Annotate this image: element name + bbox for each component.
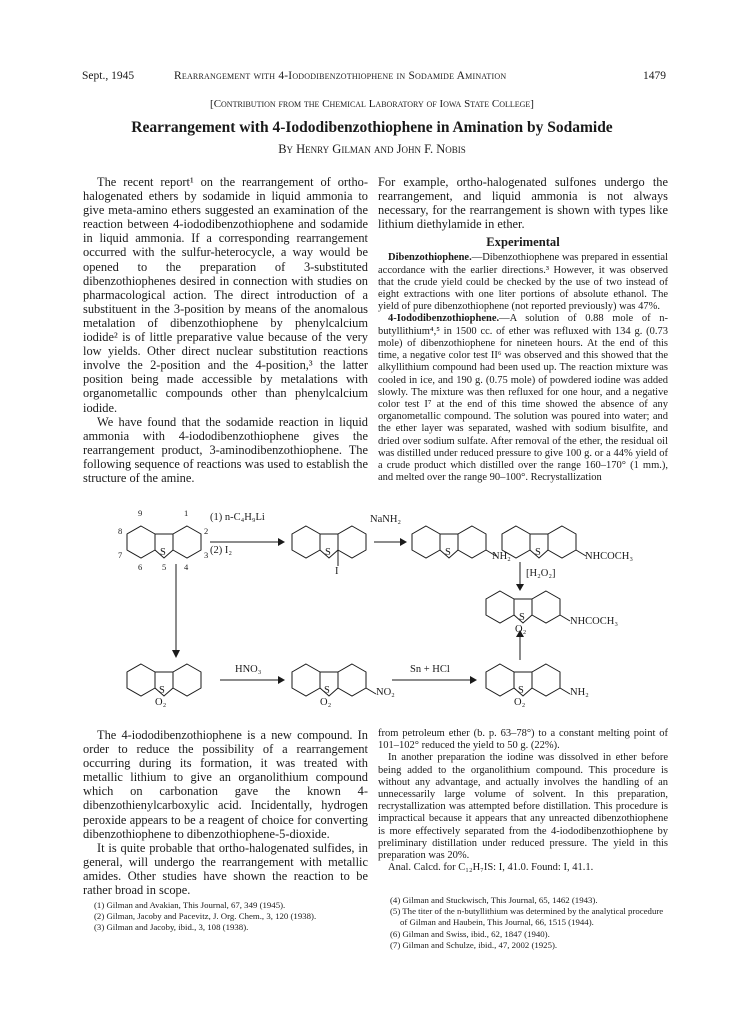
dibenzothiophene-title: Dibenzothiophene. (388, 252, 472, 264)
reagent-peroxide: [H₂O₂] (526, 568, 556, 579)
footnote: (6) Gilman and Swiss, ibid., 62, 1847 (1940). (390, 928, 550, 939)
article-authors: By Henry Gilman and John F. Nobis (278, 142, 466, 156)
label-s-g: S (324, 685, 330, 696)
position-8: 8 (118, 526, 123, 536)
scheme-drawing (80, 500, 670, 718)
position-6: 6 (138, 562, 143, 572)
intro-paragraph-2: We have found that the sodamide reaction in liquid ammonia with 4-iododibenzothiophene gives the rearrangement product, 3-aminodibenzothiophene. The following sequence of reactions was used to establish the structure of the amine. (83, 414, 368, 485)
running-head (82, 70, 666, 86)
footnote: (2) Gilman, Jacoby and Pacevitz, J. Org. Chem., 3, 120 (1938). (94, 911, 317, 922)
analysis-line: Anal. Calcd. for C₁₂H₇IS: I, 41.0. Found: I, 41.1. (388, 862, 594, 874)
label-o2-h: O₂ (514, 697, 526, 708)
position-7: 7 (118, 550, 123, 560)
body-paragraph-2: It is quite probable that ortho-halogenated sulfides, in general, will undergo the rearrangement with metallic amides. Other studies have shown the reaction to be rather broad in scope. (83, 840, 368, 898)
label-acetamide-2: NHCOCH₃ (570, 616, 618, 627)
label-s-h: S (518, 685, 524, 696)
label-s-a: S (160, 547, 166, 558)
label-amine: NH₂ (492, 551, 511, 562)
reagent-sodamide: NaNH₂ (370, 514, 402, 525)
acetamido-sulfone-structure (486, 591, 570, 623)
reagent-nitric-acid: HNO₃ (235, 664, 262, 675)
label-s-d: S (535, 547, 541, 558)
body-left-column (83, 728, 368, 897)
header-date: Sept., 1945 (82, 70, 135, 82)
intro-paragraph-3: For example, ortho-halogenated sulfones undergo the rearrangement, and liquid ammonia is not always necessary, for the rearrangement is shown with types like lithium diethylamide in ether. (378, 175, 668, 232)
label-nitro: NO₂ (376, 687, 395, 698)
acetamidodibenzothiophene-structure (502, 526, 586, 558)
article-title: Rearrangement with 4-Iododibenzothiophene in Amination by Sodamide (131, 119, 613, 136)
intro-left-column (83, 175, 368, 485)
iodo-text: —A solution of 0.88 mole of n-butyllithium⁴,⁵ in 1500 cc. of ether was refluxed with 134 g. (0.73 mole) of dibenzothiophene for nineteen hours. At the end of this time, a negative color test II⁶ was observed and this showed that the alkyllithium compound had been used up. The reaction mixture was cooled in ice, and 190 g. (0.75 mole) of powdered iodine was added slowly. The mixture was then refluxed for one hour, and a negative color test I⁷ at the end of this time showed the absence of any organometallic compound. The solution was poured into water; and the ether layer was separated, washed with sodium bisulfite, and dried over sodium sulfate. After removal of the ether, the residual oil was distilled under reduced pressure to give 100 g. or a 44% yield of a crude product which distilled over the range 160–170° (1 mm.), and melted over the range 90–100°. Recrystallization (378, 313, 668, 484)
experimental-text (378, 252, 668, 484)
header-running-title: Rearrangement with 4-Iododibenzothiophene in Sodamide Amination (174, 70, 507, 82)
position-2: 2 (204, 526, 209, 536)
dibenzothiophene-paragraph (378, 252, 668, 313)
body-right-column (378, 728, 668, 874)
footnotes-right (390, 895, 670, 951)
label-s-e: S (519, 612, 525, 623)
reaction-scheme (80, 500, 670, 718)
label-iodo: I (335, 566, 339, 577)
position-4: 4 (184, 562, 189, 572)
label-amine-2: NH₂ (570, 687, 589, 698)
label-s-b: S (325, 547, 331, 558)
nitro-sulfone-structure (292, 664, 376, 696)
label-o2-g: O₂ (320, 697, 332, 708)
iododibenzothiophene-structure (292, 526, 366, 566)
label-s-c: S (445, 547, 451, 558)
another-preparation-paragraph: In another preparation the iodine was dissolved in ether before being added to the organolithium compound. This procedure is without any advantage, and actually involves the handling of an unnecessarily large volume of solvent. In this preparation, recrystallization was attempted before distillation. This procedure is impractical because it appears that any unreacted dibenzothiophene is more effectively separated from the 4-iododibenzothiophene by preliminary distillation under reduced pressure. The yield in this preparation was 20%. (378, 752, 668, 862)
experimental-heading: Experimental (486, 235, 560, 250)
footnote: (5) The titer of the n-butyllithium was determined by the analytical procedure of Gilman and Haubein, This Journal, 66, 1515 (1944). (390, 906, 664, 928)
intro-paragraph-1: The recent report¹ on the rearrangement of ortho-halogenated ethers by sodamide in liquid ammonia to give meta-amino ethers suggested an examination of the reaction between 4-iododibenzothiophene and sodamide in liquid ammonia. If a corresponding rearrangement occurred with the sulfur-heterocycle, a way would be opened to the preparation of 3-substituted dibenzothiophenes desired in connection with studies on pharmacological action. The direct introduction of a substituent in the 3-position by means of the anomalous metalation of dibenzothiophene by phenylcalcium iodide² is of little preparative value because of the very low yields. Other direct nuclear substitution reactions involve the 2-position and the 4-position,³ the latter position being made accessible by metalations with organometallic compounds other than phenylcalcium iodide. (83, 175, 368, 415)
footnote: (1) Gilman and Avakian, This Journal, 67, 349 (1945). (94, 900, 286, 910)
amino-sulfone-structure (486, 664, 570, 696)
reagent-iodine: (2) I₂ (210, 545, 233, 556)
position-9: 9 (138, 508, 143, 518)
position-3: 3 (204, 550, 209, 560)
label-o2-f: O₂ (155, 697, 167, 708)
footnote: (3) Gilman and Jacoby, ibid., 3, 108 (1938). (94, 922, 249, 933)
contribution-line: [Contribution from the Chemical Laboratory of Iowa State College] (210, 98, 534, 110)
footnotes-left (94, 900, 364, 934)
aminodibenzothiophene-structure (412, 526, 496, 558)
reagent-tin-hcl: Sn + HCl (410, 664, 450, 675)
body-paragraph-1: The 4-iododibenzothiophene is a new compound. In order to reduce the possibility of a rearrangement occurring during its formation, it was treated with metallic lithium to give an organolithium compound which on carbonation gave the known 4-dibenzothienylcarboxylic acid. Incidentally, hydrogen peroxide appears to be a reagent of choice for converting dibenzothiophene to dibenzothiophene-5-dioxide. (83, 728, 368, 841)
intro-right-column (378, 175, 668, 484)
position-1: 1 (184, 508, 189, 518)
footnote: (4) Gilman and Stuckwisch, This Journal, 65, 1462 (1943). (390, 895, 598, 905)
label-o2-e: O₂ (515, 624, 527, 635)
position-5: 5 (162, 562, 167, 572)
iodo-paragraph (378, 313, 668, 484)
dibenzothiophene-text: —Dibenzothiophene was prepared in essential accordance with the earlier directions.³ However, it was observed that the crude yield could be checked by the use of two instead of eight extractions with one liter portions of absolute ethanol. The yield of pure dibenzothiophene (not reported previously) was 47%. (378, 252, 668, 313)
iodo-title: 4-Iododibenzothiophene. (388, 313, 500, 325)
footnote: (7) Gilman and Schulze, ibid., 47, 2002 (1925). (390, 939, 558, 950)
label-acetamide: NHCOCH₃ (585, 551, 633, 562)
label-s-f: S (159, 685, 165, 696)
reagent-butyllithium: (1) n-C₄H₉Li (210, 512, 265, 523)
recrystallization-continuation: from petroleum ether (b. p. 63–78°) to a constant melting point of 101–102° reduced the yield to 50 g. (22%). (378, 728, 668, 752)
header-page-number: 1479 (643, 70, 666, 82)
